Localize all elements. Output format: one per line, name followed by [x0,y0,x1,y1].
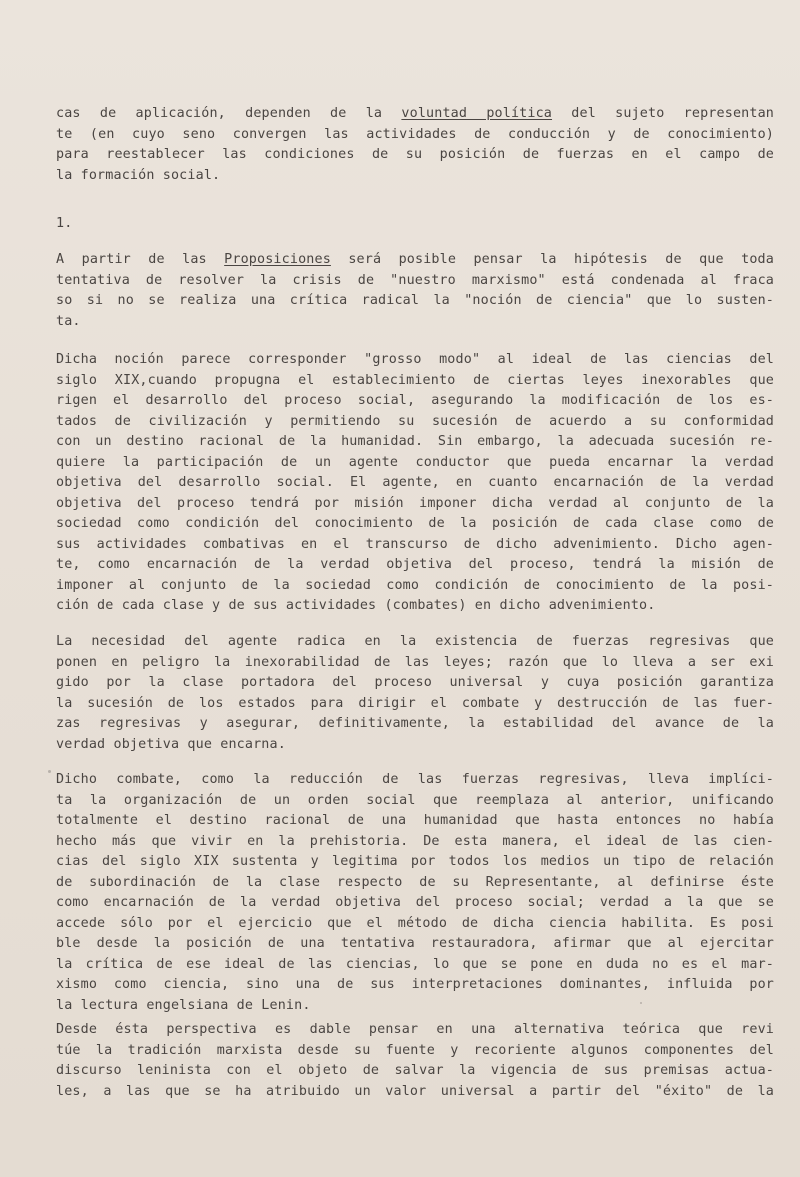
text-line: de subordinación de la clase respecto de su Representante, al definirse éste [56,874,774,890]
text-line: tados de civilización y permitiendo su sucesión de acuerdo a su conformidad [56,413,774,429]
text-line: les, a las que se ha atribuido un valor universal a partir del "éxito" de la [56,1083,774,1099]
text-line: siglo XIX,cuando propugna el establecimiento de ciertas leyes inexorables que [56,372,774,388]
text-line: xismo como ciencia, sino una de sus interpretaciones dominantes, influida por [56,977,774,992]
paragraph-5 [56,1020,774,1102]
paragraph-4 [56,770,774,1016]
text-line: ción de cada clase y de sus actividades (combates) en dicho advenimiento. [56,598,656,613]
text-line: A partir de las Proposiciones será posible pensar la hipótesis de que toda [56,252,774,267]
scan-speck [640,1002,642,1004]
text-line: discurso leninista con el objeto de salvar la vigencia de sus premisas actua- [56,1063,774,1078]
text-line: verdad objetiva que encarna. [56,736,286,752]
text-line: para reestablecer las condiciones de su posición de fuerzas en el campo de [56,147,774,162]
text-line: la lectura engelsiana de Lenin. [56,997,311,1013]
text-line: Dicha noción parece corresponder "grosso modo" al ideal de las ciencias del [56,352,774,367]
text-line: quiere la participación de un agente conductor que pueda encarnar la verdad [56,454,774,470]
text-line: con un destino racional de la humanidad. Sin embargo, la adecuada sucesión re- [56,434,774,449]
text-line: te, como encarnación de la verdad objetiva del proceso, tendrá la misión de [56,557,774,572]
scan-speck [48,770,51,773]
text-line: sus actividades combativas en el transcurso de dicho advenimiento. Dicho agen- [56,536,774,552]
text-line: cias del siglo XIX sustenta y legitima por todos los medios un tipo de relación [56,854,774,869]
paragraph-3 [56,632,774,755]
text-line: te (en cuyo seno convergen las actividades de conducción y de conocimiento) [56,126,774,142]
paragraph-1 [56,250,774,332]
text-line: tentativa de resolver la crisis de "nuestro marxismo" está condenada al fraca [56,272,774,288]
text-line: túe la tradición marxista desde su fuente y recoriente algunos componentes del [56,1042,774,1058]
text-line: la sucesión de los estados para dirigir el combate y destrucción de las fuer- [56,695,774,711]
text-line: objetiva del desarrollo social. El agente, en cuanto encarnación de la verdad [56,475,774,490]
text-line: totalmente el destino racional de una humanidad que hasta entonces no había [56,813,774,828]
text-line: objetiva del proceso tendrá por misión imponer dicha verdad al conjunto de la [56,495,774,511]
text-line: Desde ésta perspectiva es dable pensar en una alternativa teórica que revi [56,1022,774,1037]
text-line: accede sólo por el ejercicio que el método de dicha ciencia habilita. Es posi [56,915,774,931]
underlined-phrase: voluntad política [401,106,553,121]
text-line: hecho más que vivir en la prehistoria. De esta manera, el ideal de las cien- [56,833,774,849]
text-line: imponer al conjunto de la sociedad como condición de conocimiento de la posi- [56,577,774,593]
text-line: Dicho combate, como la reducción de las fuerzas regresivas, lleva implíci- [56,772,774,787]
text-line: la crítica de ese ideal de las ciencias, lo que se pone en duda no es el mar- [56,956,774,972]
text-line: la formación social. [56,167,221,183]
text-line: cas de aplicación, dependen de la voluntad política del sujeto representan [56,106,774,121]
text-line: ta. [56,313,81,329]
section-number: 1. [56,216,73,231]
text-line: como encarnación de la verdad objetiva del proceso social; verdad a la que se [56,895,774,910]
paragraph-2 [56,350,774,617]
text-line: gido por la clase portadora del proceso universal y cuya posición garantiza [56,675,774,690]
intro-paragraph [56,104,774,186]
text-line: zas regresivas y asegurar, definitivamente, la estabilidad del avance de la [56,716,774,731]
underlined-phrase: Proposiciones [224,252,331,267]
text-line: ble desde la posición de una tentativa restauradora, afirmar que al ejercitar [56,936,774,951]
text-line: ponen en peligro la inexorabilidad de las leyes; razón que lo lleva a ser exi [56,654,774,670]
text-line: La necesidad del agente radica en la existencia de fuerzas regresivas que [56,634,774,649]
text-line: ta la organización de un orden social que reemplaza al anterior, unificando [56,792,774,808]
text-line: sociedad como condición del conocimiento de la posición de cada clase como de [56,516,774,531]
text-line: rigen el desarrollo del proceso social, asegurando la modificación de los es- [56,393,774,408]
text-line: so si no se realiza una crítica radical la "noción de ciencia" que lo susten- [56,293,774,308]
